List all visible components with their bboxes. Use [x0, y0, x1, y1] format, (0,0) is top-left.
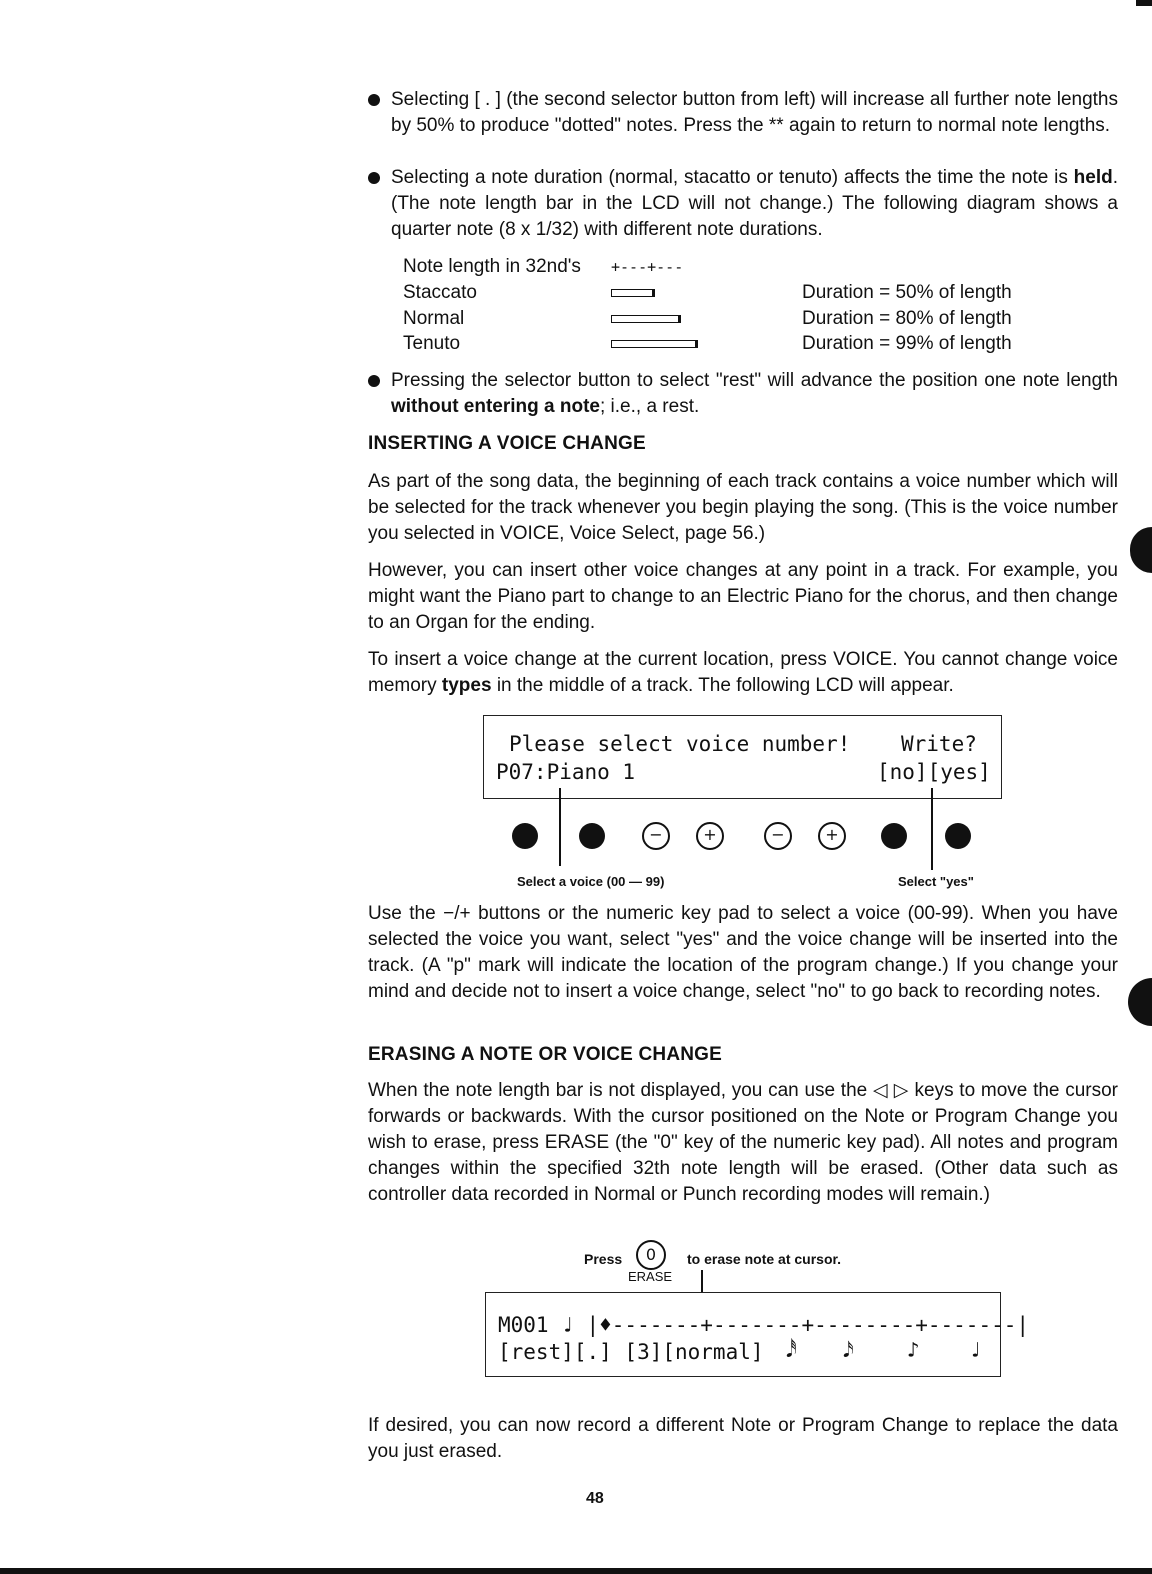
label-select-voice: Select a voice (00 — 99) [517, 874, 665, 889]
selector-button-8[interactable] [945, 823, 971, 849]
bullet-text: Selecting [ . ] (the second selector button from left) will increase all further note lengths by 50% to produce "dotted" notes. Press the ** again to return to normal note lengths. [391, 89, 1118, 136]
bullet-dot [368, 375, 380, 387]
paragraph-insert-instructions: To insert a voice change at the current location, press VOICE. You cannot change voice memory types in the middle of a track. The following LCD will appear. [368, 649, 1118, 696]
row-normal-name: Normal [403, 308, 465, 329]
page-number: 48 [586, 1490, 604, 1507]
note-length-ruler: +---+--- [611, 258, 684, 276]
plus-button-2[interactable]: + [818, 822, 846, 850]
plus-button-1[interactable]: + [696, 822, 724, 850]
lcd-erase-line2-text: [rest][.] [3][normal] [498, 1340, 764, 1364]
pointer-line-left [559, 788, 561, 866]
paragraph-closing: If desired, you can now record a different Note or Program Change to replace the data you just erased. [368, 1415, 1118, 1462]
note-sixteenth-icon: 𝅘𝅥𝅯 [843, 1338, 854, 1362]
row-staccato-name: Staccato [403, 282, 477, 303]
lcd-line1-left: Please select voice number! [509, 732, 851, 756]
cursor-keys-icon: ◁ ▷ [872, 1080, 909, 1101]
bullet-text: Selecting a note duration (normal, stacatto or tenuto) affects the time the note is held. (The note length bar in the LCD will not change.) The following diagram shows a quarter note (8 x 1/32) with different note durations. [391, 167, 1118, 240]
note-quarter-icon: ♩ [969, 1338, 982, 1362]
note-sixtyfourth-icon: 𝅘𝅥𝅰 [786, 1338, 797, 1362]
lcd-line1-right: Write? [901, 732, 977, 756]
bullet-note-duration [368, 165, 1118, 243]
lcd-line2-right: [no][yes] [877, 760, 991, 784]
selector-button-1[interactable] [512, 823, 538, 849]
minus-button-1[interactable]: − [642, 822, 670, 850]
row-staccato-duration: Duration = 50% of length [802, 282, 1012, 303]
tenuto-duration-bar [611, 340, 698, 348]
bullet-dotted-notes [368, 87, 1118, 139]
lcd-erase-line1: M001 ♩ |♦-------+-------+--------+-------| [498, 1313, 1030, 1337]
erase-key-icon[interactable]: 0 [636, 1240, 666, 1270]
paragraph-erase-instructions: When the note length bar is not displayed, you can use the ◁ ▷ keys to move the cursor forwards or backwards. With the cursor positioned on the Note or Program Change you wish to erase, press ERASE (the "0" key of the numeric key pad). All notes and program changes within the specified 32th note length will be erased. (Other data such as controller data recorded in Normal or Punch recording modes will remain.) [368, 1080, 1118, 1205]
normal-duration-bar [611, 315, 681, 323]
section-heading-inserting: INSERTING A VOICE CHANGE [368, 433, 646, 454]
bullet-text: Pressing the selector button to select "rest" will advance the position one note length without entering a note; i.e., a rest. [391, 370, 1118, 417]
paragraph-voice-number: As part of the song data, the beginning of each track contains a voice number which will be selected for the track whenever you begin playing the song. (This is the voice number you selected in VOICE, Voice Select, page 56.) [368, 471, 1118, 544]
row-normal-duration: Duration = 80% of length [802, 308, 1012, 329]
lcd-line2-left: P07:Piano 1 [496, 760, 636, 784]
lcd-erase-note [485, 1292, 1030, 1377]
edge-tab-mark-2 [1128, 978, 1152, 1026]
selector-button-7[interactable] [881, 823, 907, 849]
bullet-rest [368, 368, 1118, 420]
bullet-dot [368, 94, 380, 106]
note-length-header: Note length in 32nd's [403, 256, 581, 277]
row-tenuto-name: Tenuto [403, 333, 461, 354]
edge-mark-top [1136, 0, 1152, 6]
edge-tab-mark-1 [1130, 527, 1152, 573]
label-erase: ERASE [628, 1269, 673, 1284]
note-eighth-icon: ♪ [907, 1338, 920, 1362]
bottom-rule [0, 1568, 1152, 1574]
section-heading-erasing: ERASING A NOTE OR VOICE CHANGE [368, 1044, 723, 1065]
paragraph-select-voice: Use the −/+ buttons or the numeric key pad to select a voice (00-99). When you have selected the voice you want, select "yes" and the voice change will be inserted into the track. (A "p" mark will indicate the location of the program change.) If you change your mind and decide not to insert a voice change, select "no" to go back to recording notes. [368, 903, 1118, 1002]
bullet-dot [368, 172, 380, 184]
staccato-duration-bar [611, 289, 655, 297]
minus-button-2[interactable]: − [764, 822, 792, 850]
label-select-yes: Select "yes" [898, 874, 974, 889]
label-erase-note-at-cursor: to erase note at cursor. [687, 1251, 842, 1267]
pointer-line-right [931, 788, 933, 870]
label-press: Press [584, 1251, 623, 1267]
row-tenuto-duration: Duration = 99% of length [802, 333, 1012, 354]
selector-button-2[interactable] [579, 823, 605, 849]
lcd-voice-select [483, 715, 1002, 799]
paragraph-voice-changes: However, you can insert other voice changes at any point in a track. For example, you might want the Piano part to change to an Electric Piano for the chorus, and then change to an Organ for the ending. [368, 560, 1118, 633]
